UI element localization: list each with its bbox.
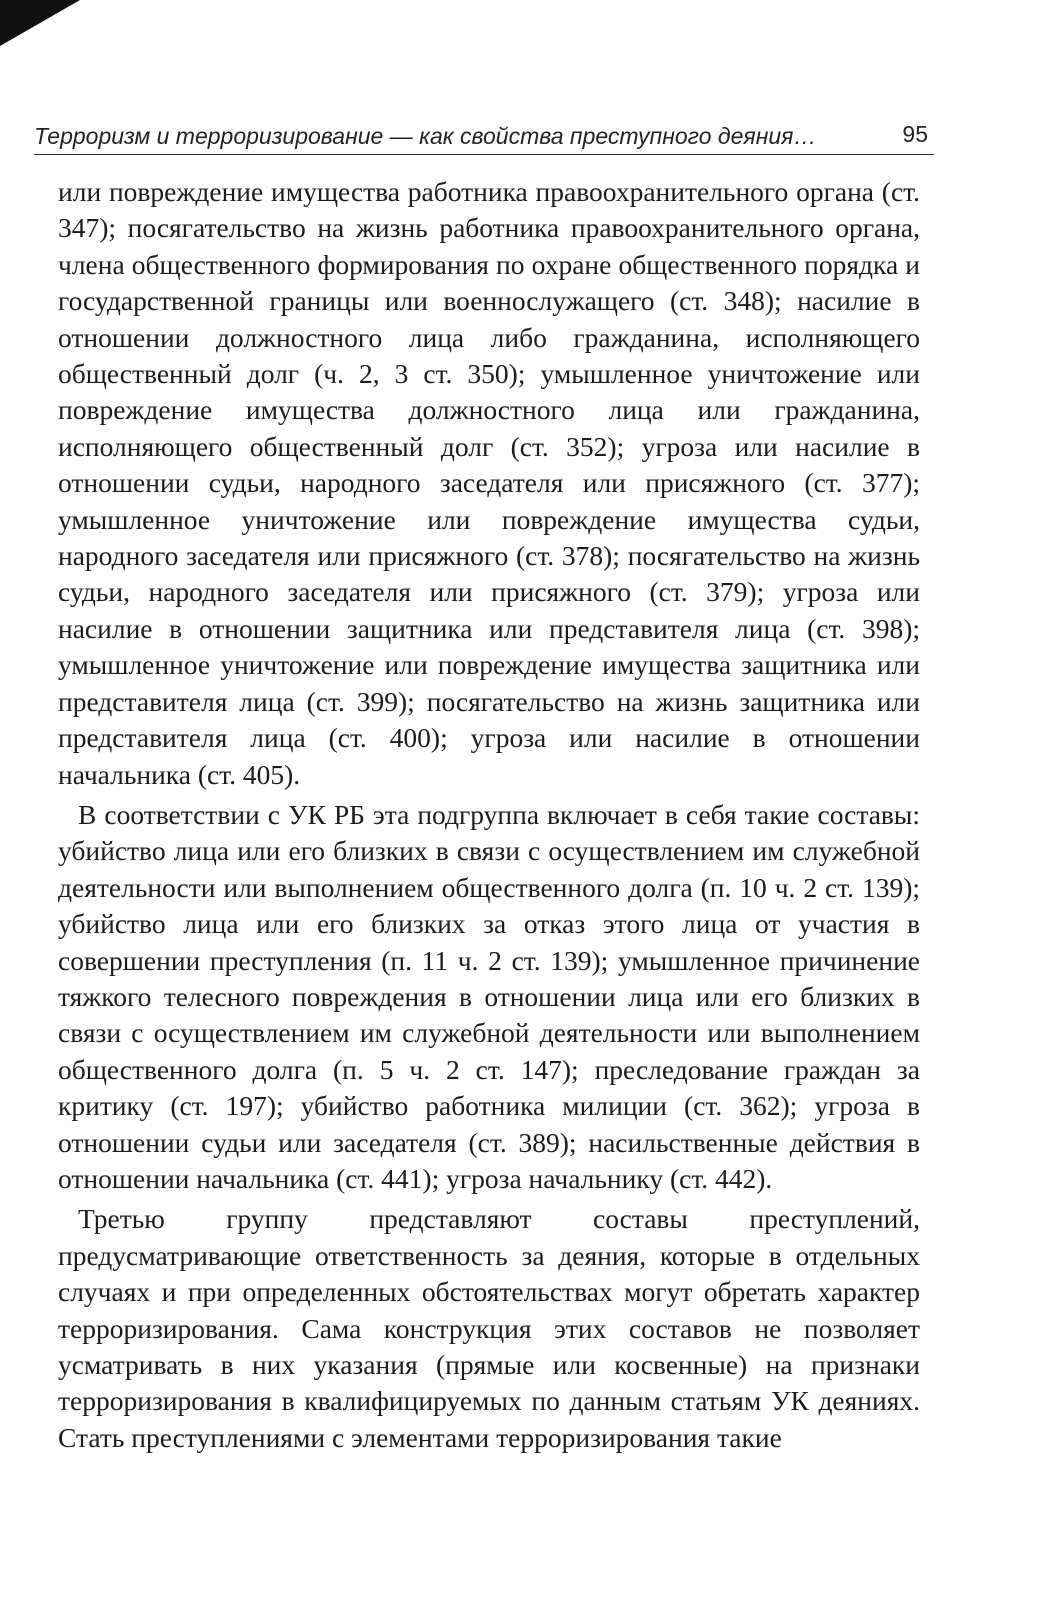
running-title: Терроризм и терроризирование — как свойства преступного деяния…	[34, 123, 817, 149]
body-text	[58, 174, 920, 1460]
running-head	[34, 118, 934, 155]
paragraph-subgroup: В соответствии с УК РБ эта подгруппа включает в себя такие составы: убийство лица или его близких в связи с осуществлением им служебной деятельности или выполнением общественного долга (п. 10 ч. 2 ст. 139); убийство лица или его близких за отказ этого лица от участия в совершении преступления (п. 11 ч. 2 ст. 139); умышленное причинение тяжкого телесного повреждения в отношении лица или его близких в связи с осуществлением им служебной деятельности или выполнением общественного долга (п. 5 ч. 2 ст. 147); преследование граждан за критику (ст. 197); убийство работника милиции (ст. 362); угроза в отношении судьи или заседателя (ст. 389); насильственные действия в отношении начальника (ст. 441); угроза начальнику (ст. 442).	[58, 798, 920, 1194]
page-number: 95	[902, 121, 928, 147]
paragraph-continuation: или повреждение имущества работника правоохранительного органа (ст. 347); посягательство на жизнь работника правоохранительного органа, члена общественного формирования по охране общественного порядка и государственной границы или военнослужащего (ст. 348); насилие в отношении должностного лица либо гражданина, исполняющего общественный долг (ч. 2, 3 ст. 350); умышленное уничтожение или повреждение имущества должностного лица или гражданина, исполняющего общественный долг (ст. 352); угроза или насилие в отношении судьи, народного заседателя или присяжного (ст. 377); умышленное уничтожение или повреждение имущества судьи, народного заседателя или присяжного (ст. 378); посягательство на жизнь судьи, народного заседателя или присяжного (ст. 379); угроза или насилие в отношении защитника или представителя лица (ст. 398); умышленное уничтожение или повреждение имущества защитника или представителя лица (ст. 399); посягательство на жизнь защитника или представителя лица (ст. 400); угроза или насилие в отношении начальника (ст. 405).	[58, 176, 920, 790]
scan-corner-mark	[0, 0, 80, 46]
paragraph-third-group: Третью группу представляют составы преступлений, предусматривающие ответственность за деяния, которые в отдельных случаях и при определенных обстоятельствах могут обретать характер терроризирования. Сама конструкция этих составов не позволяет усматривать в них указания (прямые или косвенные) на признаки терроризирования в квалифицируемых по данным статьям УК деяниях. Стать преступлениями с элементами терроризирования такие	[58, 1203, 920, 1453]
